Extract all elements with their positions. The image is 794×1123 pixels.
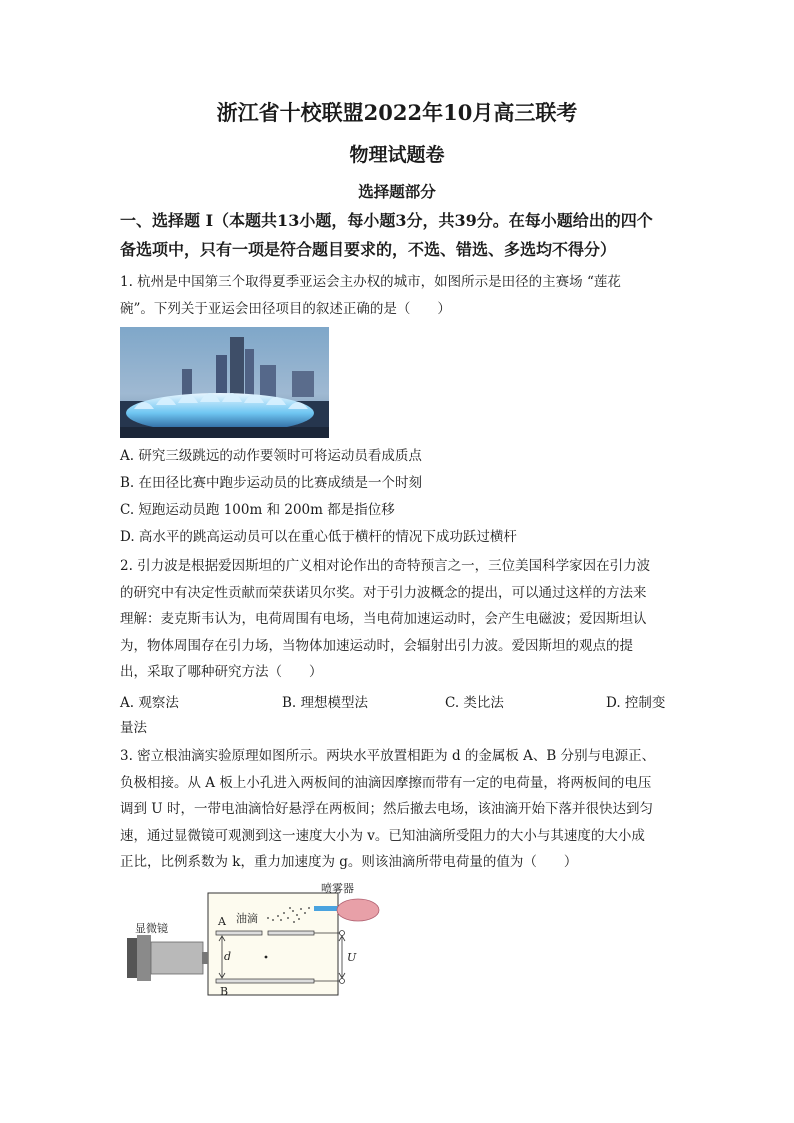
distance-label: d [224, 950, 232, 963]
section-heading [120, 206, 680, 264]
suspended-drop [265, 956, 268, 959]
voltage-label: U [347, 951, 357, 964]
question-line: 正比，比例系数为 k，重力加速度为 g。则该油滴所带电荷量的值为（ ） [120, 854, 578, 870]
question-line: 1. 杭州是中国第三个取得夏季亚运会主办权的城市，如图所示是田径的主赛场 “莲花 [120, 274, 621, 290]
section-heading-line: 备选项中，只有一项是符合题目要求的，不选、错选、多选均不得分） [120, 240, 617, 259]
part-heading: 选择题部分 [358, 182, 436, 201]
sprayer-label: 喷雾器 [321, 882, 354, 895]
q1-option-d: D. 高水平的跳高运动员可以在重心低于横杆的情况下成功跃过横杆 [120, 529, 517, 545]
question-line: 碗”。下列关于亚运会田径项目的叙述正确的是（ ） [120, 300, 451, 317]
microscope-label: 显微镜 [135, 922, 168, 935]
question-line: 速，通过显微镜可观测到这一速度大小为 v。已知油滴所受阻力的大小与其速度的大小成 [120, 827, 645, 844]
q1-option-b: B. 在田径比赛中跑步运动员的比赛成绩是一个时刻 [120, 475, 423, 491]
question-line: 的研究中有决定性贡献而荣获诺贝尔奖。对于引力波概念的提出，可以通过这样的方法来 [120, 584, 647, 601]
microscope-icon [127, 935, 208, 981]
question-line: 理解：麦克斯韦认为，电荷周围有电场，当电荷加速运动时，会产生电磁波；爱因斯坦认 [120, 611, 647, 627]
millikan-oil-drop-diagram [118, 880, 398, 1000]
plate-a-right [268, 931, 314, 935]
page-title: 浙江省十校联盟2022年10月高三联考 [216, 100, 578, 125]
question-line: 3. 密立根油滴实验原理如图所示。两块水平放置相距为 d 的金属板 A、B 分别与电源正、 [120, 748, 656, 764]
q2-option-d: D. 控制变 [606, 695, 666, 711]
stadium-photo [120, 327, 329, 438]
question-line: 调到 U 时，一带电油滴恰好悬浮在两板间；然后撤去电场，该油滴开始下落并很快达到匀 [120, 801, 653, 817]
question-line: 2. 引力波是根据爱因斯坦的广义相对论作出的奇特预言之一，三位美国科学家因在引力波 [120, 558, 651, 574]
plate-a-left [216, 931, 262, 935]
question-1-stem [120, 269, 680, 322]
question-line: 为，物体周围存在引力场，当物体加速运动时，会辐射出引力波。爱因斯坦的观点的提 [120, 637, 633, 654]
q1-option-c: C. 短跑运动员跑 100m 和 200m 都是指位移 [120, 502, 395, 518]
plate-b-label: B [220, 985, 229, 998]
section-heading-line: 一、选择题 I（本题共13小题，每小题3分，共39分。在每小题给出的四个 [120, 211, 653, 230]
q1-option-a: A. 研究三级跳远的动作要领时可将运动员看成质点 [120, 448, 422, 464]
q2-options-row [120, 691, 680, 711]
q2-option-a: A. 观察法 [120, 695, 179, 711]
plate-b [216, 979, 314, 983]
plate-a-label: A [218, 915, 226, 928]
q2-option-b: B. 理想模型法 [282, 695, 369, 711]
page-subtitle: 物理试题卷 [349, 144, 445, 166]
question-line: 负极相接。从 A 板上小孔进入两板间的油滴因摩擦而带有一定的电荷量，将两板间的电压 [120, 774, 652, 791]
question-line: 出，采取了哪种研究方法（ ） [120, 664, 323, 680]
oil-drop-label: 油滴 [236, 912, 258, 925]
q2-option-c: C. 类比法 [445, 695, 504, 711]
q2-option-d-continued: 量法 [120, 720, 147, 736]
question-2-stem [120, 553, 680, 686]
question-3-stem [120, 743, 680, 876]
